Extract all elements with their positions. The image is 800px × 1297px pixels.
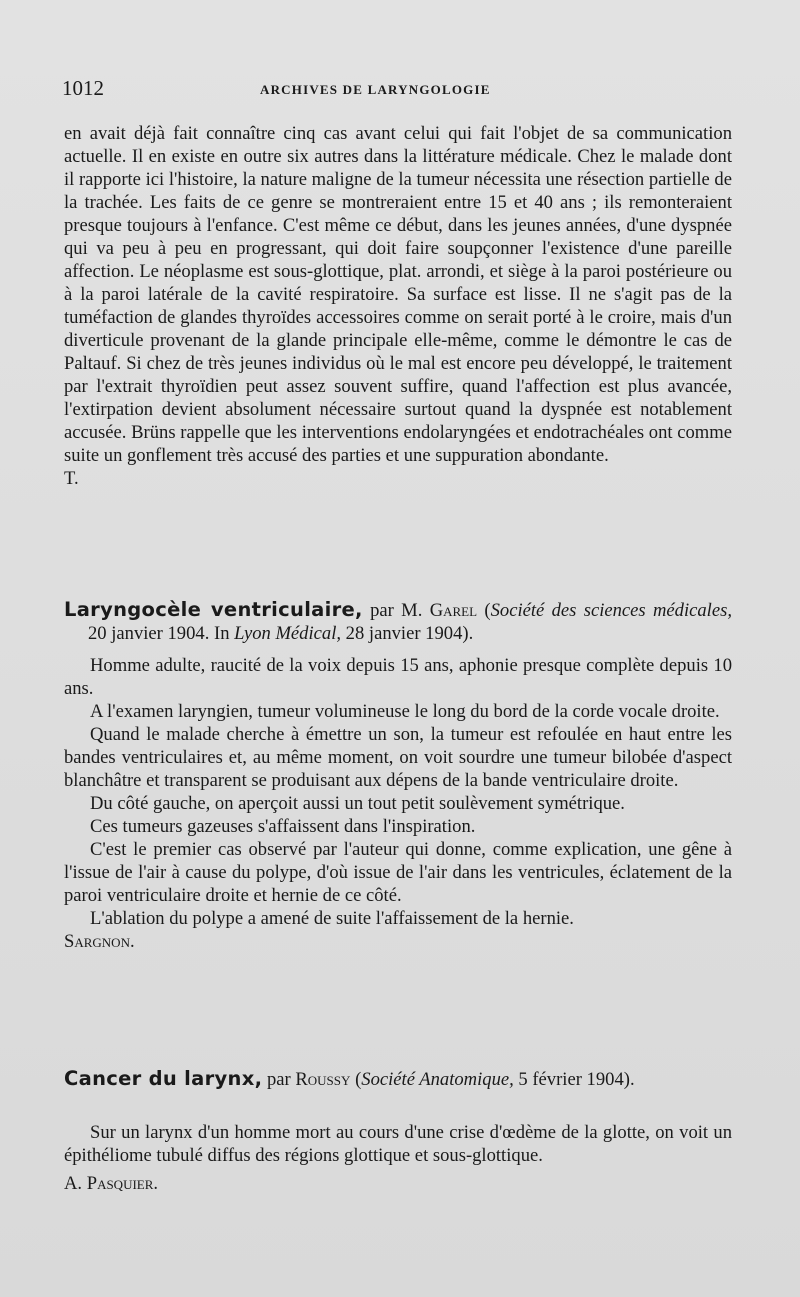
article-heading-laryngocele bbox=[64, 598, 732, 645]
article-par: par bbox=[266, 1069, 291, 1090]
article-date: 5 février 1904). bbox=[518, 1069, 635, 1090]
article-paragraph: Sur un larynx d'un homme mort au cours d'une crise d'œdème de la glotte, on voit un épithéliome tubulé diffus des régions glottique et sous-glottique. bbox=[64, 1122, 732, 1166]
article-signature: Sargnon. bbox=[64, 931, 135, 952]
article-paragraph: L'ablation du polype a amené de suite l'affaissement de la hernie. bbox=[90, 908, 574, 929]
article-source: Société Anatomique, bbox=[361, 1069, 514, 1090]
article-journal: Lyon Médical, bbox=[234, 623, 342, 644]
article-paragraph: Ces tumeurs gazeuses s'affaissent dans l'inspiration. bbox=[90, 816, 476, 837]
review-signature: T. bbox=[64, 468, 79, 489]
article-paragraph: Quand le malade cherche à émettre un son, la tumeur est refoulée en haut entre les bandes ventriculaires et, au même moment, on voit sourdre une tumeur bilobée d'aspect blanchâtre et transparent se produisant aux dépens de la bande ventriculaire droite. bbox=[64, 724, 732, 791]
review-paragraph: en avait déjà fait connaître cinq cas avant celui qui fait l'objet de sa communication actuelle. Il en existe en outre six autres dans la littérature médicale. Chez le malade dont il rapporte ici l'histoire, la nature maligne de la tumeur nécessita une résection partielle de la trachée. Les faits de ce genre se montreraient entre 15 et 40 ans ; ils remonteraient presque toujours à l'enfance. C'est même ce début, dans les jeunes années, d'une dyspnée qui va peu à peu en progressant, qui doit faire soupçonner l'existence d'une pareille affection. Le néoplasme est sous-glottique, plat. arrondi, et siège à la paroi postérieure ou à la paroi latérale de la cavité respiratoire. Sa surface est lisse. Il ne s'agit pas de la tuméfaction de glandes thyroïdes accessoires comme on serait porté à le croire, mais d'un diverticule provenant de la glande principale elle-même, comme le démontre le cas de Paltauf. Si chez de très jeunes individus où le mal est encore peu développé, le traitement par l'extrait thyroïdien peut assez souvent suffire, quand l'affection est plus avancée, l'extirpation devient absolument nécessaire surtout quand la dyspnée est notablement accusée. Brüns rappelle que les interventions endolaryngées et endotrachéales ont comme suite un gonflement très accusé des parties et une suppuration abondante. bbox=[64, 123, 732, 466]
article-source: Société des sciences médicales, bbox=[490, 600, 732, 621]
article-body-cancer bbox=[64, 1121, 732, 1195]
article-paragraph: C'est le premier cas observé par l'auteur qui donne, comme explication, une gêne à l'issue de l'air à cause du polype, d'où issue de l'air dans les ventricules, éclatement de la paroi ventriculaire droite et hernie de ce côté. bbox=[64, 839, 732, 906]
article-paragraph: Homme adulte, raucité de la voix depuis 15 ans, aphonie presque complète depuis 10 ans. bbox=[64, 655, 732, 699]
article-header bbox=[64, 1067, 732, 1091]
article-open-paren: ( bbox=[355, 1069, 362, 1090]
article-title: Cancer du larynx, bbox=[64, 1067, 263, 1090]
article-par: par M. bbox=[370, 600, 423, 621]
page-number: 1012 bbox=[62, 76, 104, 100]
article-signature: A. Pasquier. bbox=[64, 1173, 159, 1194]
article-author: Garel bbox=[429, 600, 478, 621]
article-body-laryngocele bbox=[64, 654, 732, 953]
article-paragraph: Du côté gauche, on aperçoit aussi un tout petit soulèvement symétrique. bbox=[90, 793, 625, 814]
article-title: Laryngocèle ventriculaire, bbox=[64, 598, 363, 621]
running-title: ARCHIVES DE LARYNGOLOGIE bbox=[260, 82, 491, 97]
page-header bbox=[62, 76, 732, 102]
article-paragraph: A l'examen laryngien, tumeur volumineuse le long du bord de la corde vocale droite. bbox=[90, 701, 720, 722]
article-date: 20 janvier 1904. In bbox=[88, 623, 230, 644]
continued-review bbox=[64, 122, 732, 490]
article-heading-cancer bbox=[64, 1067, 732, 1091]
article-author: Roussy bbox=[295, 1069, 351, 1090]
article-open-paren: ( bbox=[484, 600, 491, 621]
article-journal-date: 28 janvier 1904). bbox=[345, 623, 474, 644]
article-header bbox=[64, 598, 732, 645]
